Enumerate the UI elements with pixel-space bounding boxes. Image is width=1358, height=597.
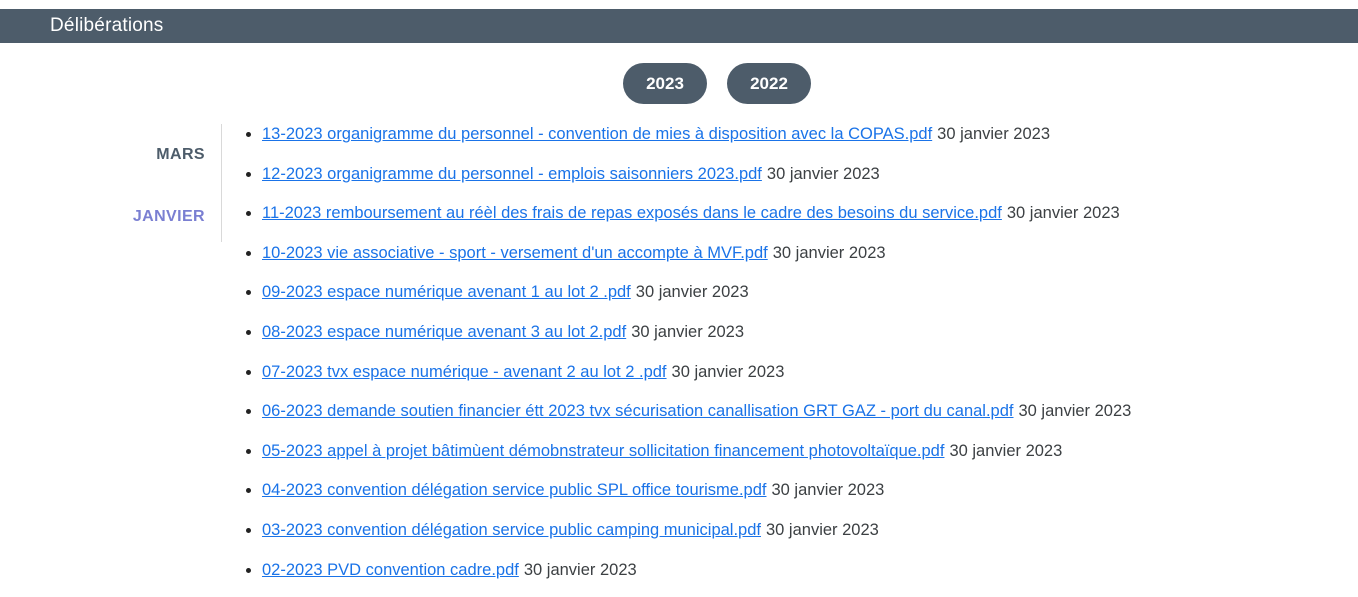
document-list-item: [262, 401, 1358, 421]
document-list-item: [262, 322, 1358, 342]
document-date: 30 janvier 2023: [766, 164, 880, 183]
document-date: 30 janvier 2023: [631, 322, 745, 341]
document-date: 30 janvier 2023: [1018, 402, 1132, 421]
page-title: Délibérations: [50, 15, 164, 36]
document-list-item: [262, 243, 1358, 263]
document-list-item: [262, 441, 1358, 461]
timeline-month-mars[interactable]: MARS: [156, 146, 205, 163]
document-link[interactable]: 10-2023 vie associative - sport - versement d'un accompte à MVF.pdf: [262, 243, 768, 262]
document-link[interactable]: 03-2023 convention délégation service public camping municipal.pdf: [262, 520, 761, 539]
document-date: 30 janvier 2023: [949, 441, 1063, 460]
documents-list: [222, 124, 1358, 580]
document-list-item: [262, 203, 1358, 223]
document-list-item: [262, 560, 1358, 580]
document-date: 30 janvier 2023: [771, 481, 885, 500]
document-date: 30 janvier 2023: [765, 520, 879, 539]
month-timeline: [0, 124, 222, 597]
year-tab-2022[interactable]: 2022: [727, 63, 811, 104]
document-date: 30 janvier 2023: [1006, 204, 1120, 223]
document-list-item: [262, 282, 1358, 302]
document-link[interactable]: 12-2023 organigramme du personnel - emplois saisonniers 2023.pdf: [262, 164, 762, 183]
document-link[interactable]: 09-2023 espace numérique avenant 1 au lot 2 .pdf: [262, 283, 631, 302]
timeline-divider: [221, 124, 222, 242]
document-date: 30 janvier 2023: [635, 283, 749, 302]
document-list-item: [262, 362, 1358, 382]
document-link[interactable]: 02-2023 PVD convention cadre.pdf: [262, 560, 519, 579]
document-list-item: [262, 520, 1358, 540]
document-date: 30 janvier 2023: [772, 243, 886, 262]
document-link[interactable]: 07-2023 tvx espace numérique - avenant 2 au lot 2 .pdf: [262, 362, 667, 381]
document-link[interactable]: 08-2023 espace numérique avenant 3 au lot 2.pdf: [262, 322, 627, 341]
year-tabs: [0, 63, 1358, 104]
document-link[interactable]: 13-2023 organigramme du personnel - convention de mies à disposition avec la COPAS.pdf: [262, 125, 933, 143]
page-header-bar: [0, 9, 1358, 43]
document-date: 30 janvier 2023: [937, 125, 1051, 143]
document-list-item: [262, 124, 1358, 144]
document-list-item: [262, 480, 1358, 500]
document-link[interactable]: 11-2023 remboursement au réèl des frais de repas exposés dans le cadre des besoins du service.pdf: [262, 204, 1002, 223]
document-link[interactable]: 04-2023 convention délégation service public SPL office tourisme.pdf: [262, 481, 767, 500]
documents-column: [222, 124, 1358, 597]
year-tab-2023[interactable]: 2023: [623, 63, 707, 104]
document-link[interactable]: 06-2023 demande soutien financier étt 2023 tvx sécurisation canallisation GRT GAZ - port du canal.pdf: [262, 402, 1014, 421]
document-date: 30 janvier 2023: [671, 362, 785, 381]
deliberations-section: [0, 124, 1358, 597]
document-list-item: [262, 164, 1358, 184]
timeline-month-janvier[interactable]: JANVIER: [132, 208, 205, 225]
document-link[interactable]: 05-2023 appel à projet bâtimùent démobnstrateur sollicitation financement photovoltaïque.pdf: [262, 441, 945, 460]
document-date: 30 janvier 2023: [523, 560, 637, 579]
